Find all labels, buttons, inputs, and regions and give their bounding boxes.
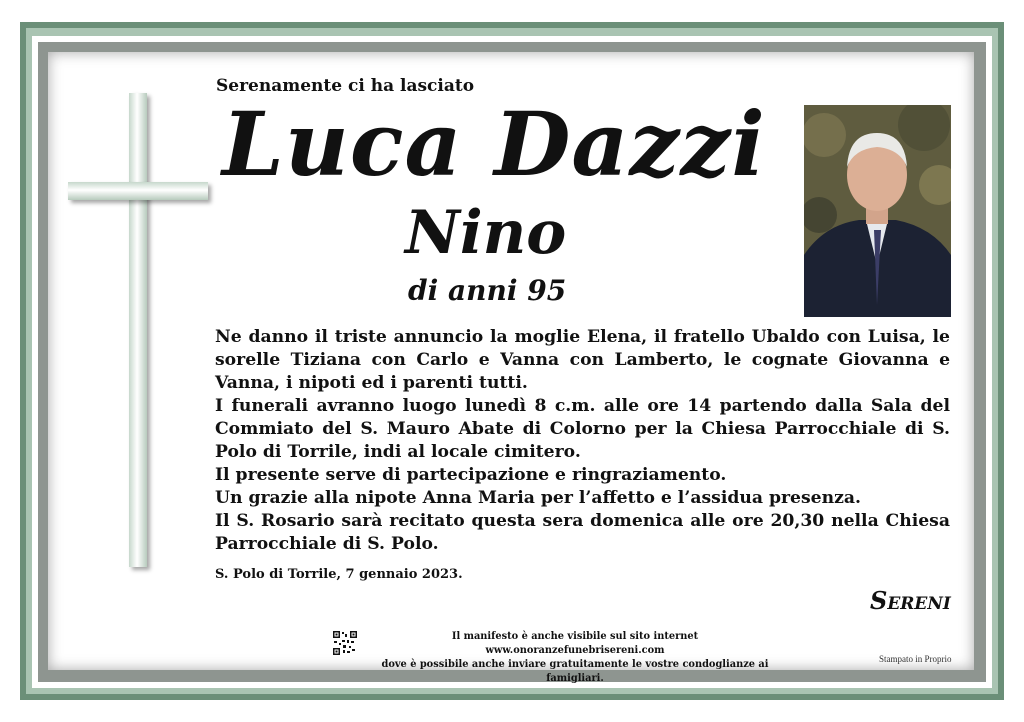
cross-horizontal-bar: [68, 182, 208, 200]
deceased-nickname: Nino: [405, 198, 567, 268]
footer-line-website: Il manifesto è anche visibile sul sito internet www.onoranzefunebrisereni.com: [451, 631, 699, 656]
printed-note: Stampato in Proprio: [879, 654, 952, 664]
footer-note: [364, 630, 786, 686]
intro-text: Serenamente ci ha lasciato: [216, 76, 475, 96]
portrait-photo: [804, 105, 951, 317]
announcement-paragraph-funeral: I funerali avranno luogo lunedì 8 c.m. alle ore 14 partendo dalla Sala del Commiato del S. Mauro Abate di Colorno per la Chiesa Parrocchiale di S. Polo di Torrile, indi al locale cimitero.: [215, 396, 950, 462]
cross-vertical-bar: [129, 93, 147, 567]
date-line: S. Polo di Torrile, 7 gennaio 2023.: [215, 567, 463, 582]
announcement-paragraph-rosario: Il S. Rosario sarà recitato questa sera domenica alle ore 20,30 nella Chiesa Parrocchiale di S. Polo.: [215, 511, 950, 554]
announcement-paragraph-grazie: Un grazie alla nipote Anna Maria per l’affetto e l’assidua presenza.: [215, 488, 861, 508]
brand-signature: Sereni: [870, 586, 951, 615]
announcement-text: [215, 326, 950, 556]
announcement-paragraph-family: Ne danno il triste annuncio la moglie Elena, il fratello Ubaldo con Luisa, le sorelle Tiziana con Carlo e Vanna con Lamberto, le cognate Giovanna e Vanna, i nipoti ed i parenti tutti.: [215, 327, 950, 393]
footer-line-condolences: dove è possibile anche inviare gratuitamente le vostre condoglianze ai famigliari.: [381, 659, 769, 684]
deceased-name: Luca Dazzi: [222, 92, 766, 196]
qr-code-icon[interactable]: [333, 631, 357, 655]
deceased-age: di anni 95: [408, 274, 567, 307]
announcement-paragraph-thanks: Il presente serve di partecipazione e ringraziamento.: [215, 465, 727, 485]
